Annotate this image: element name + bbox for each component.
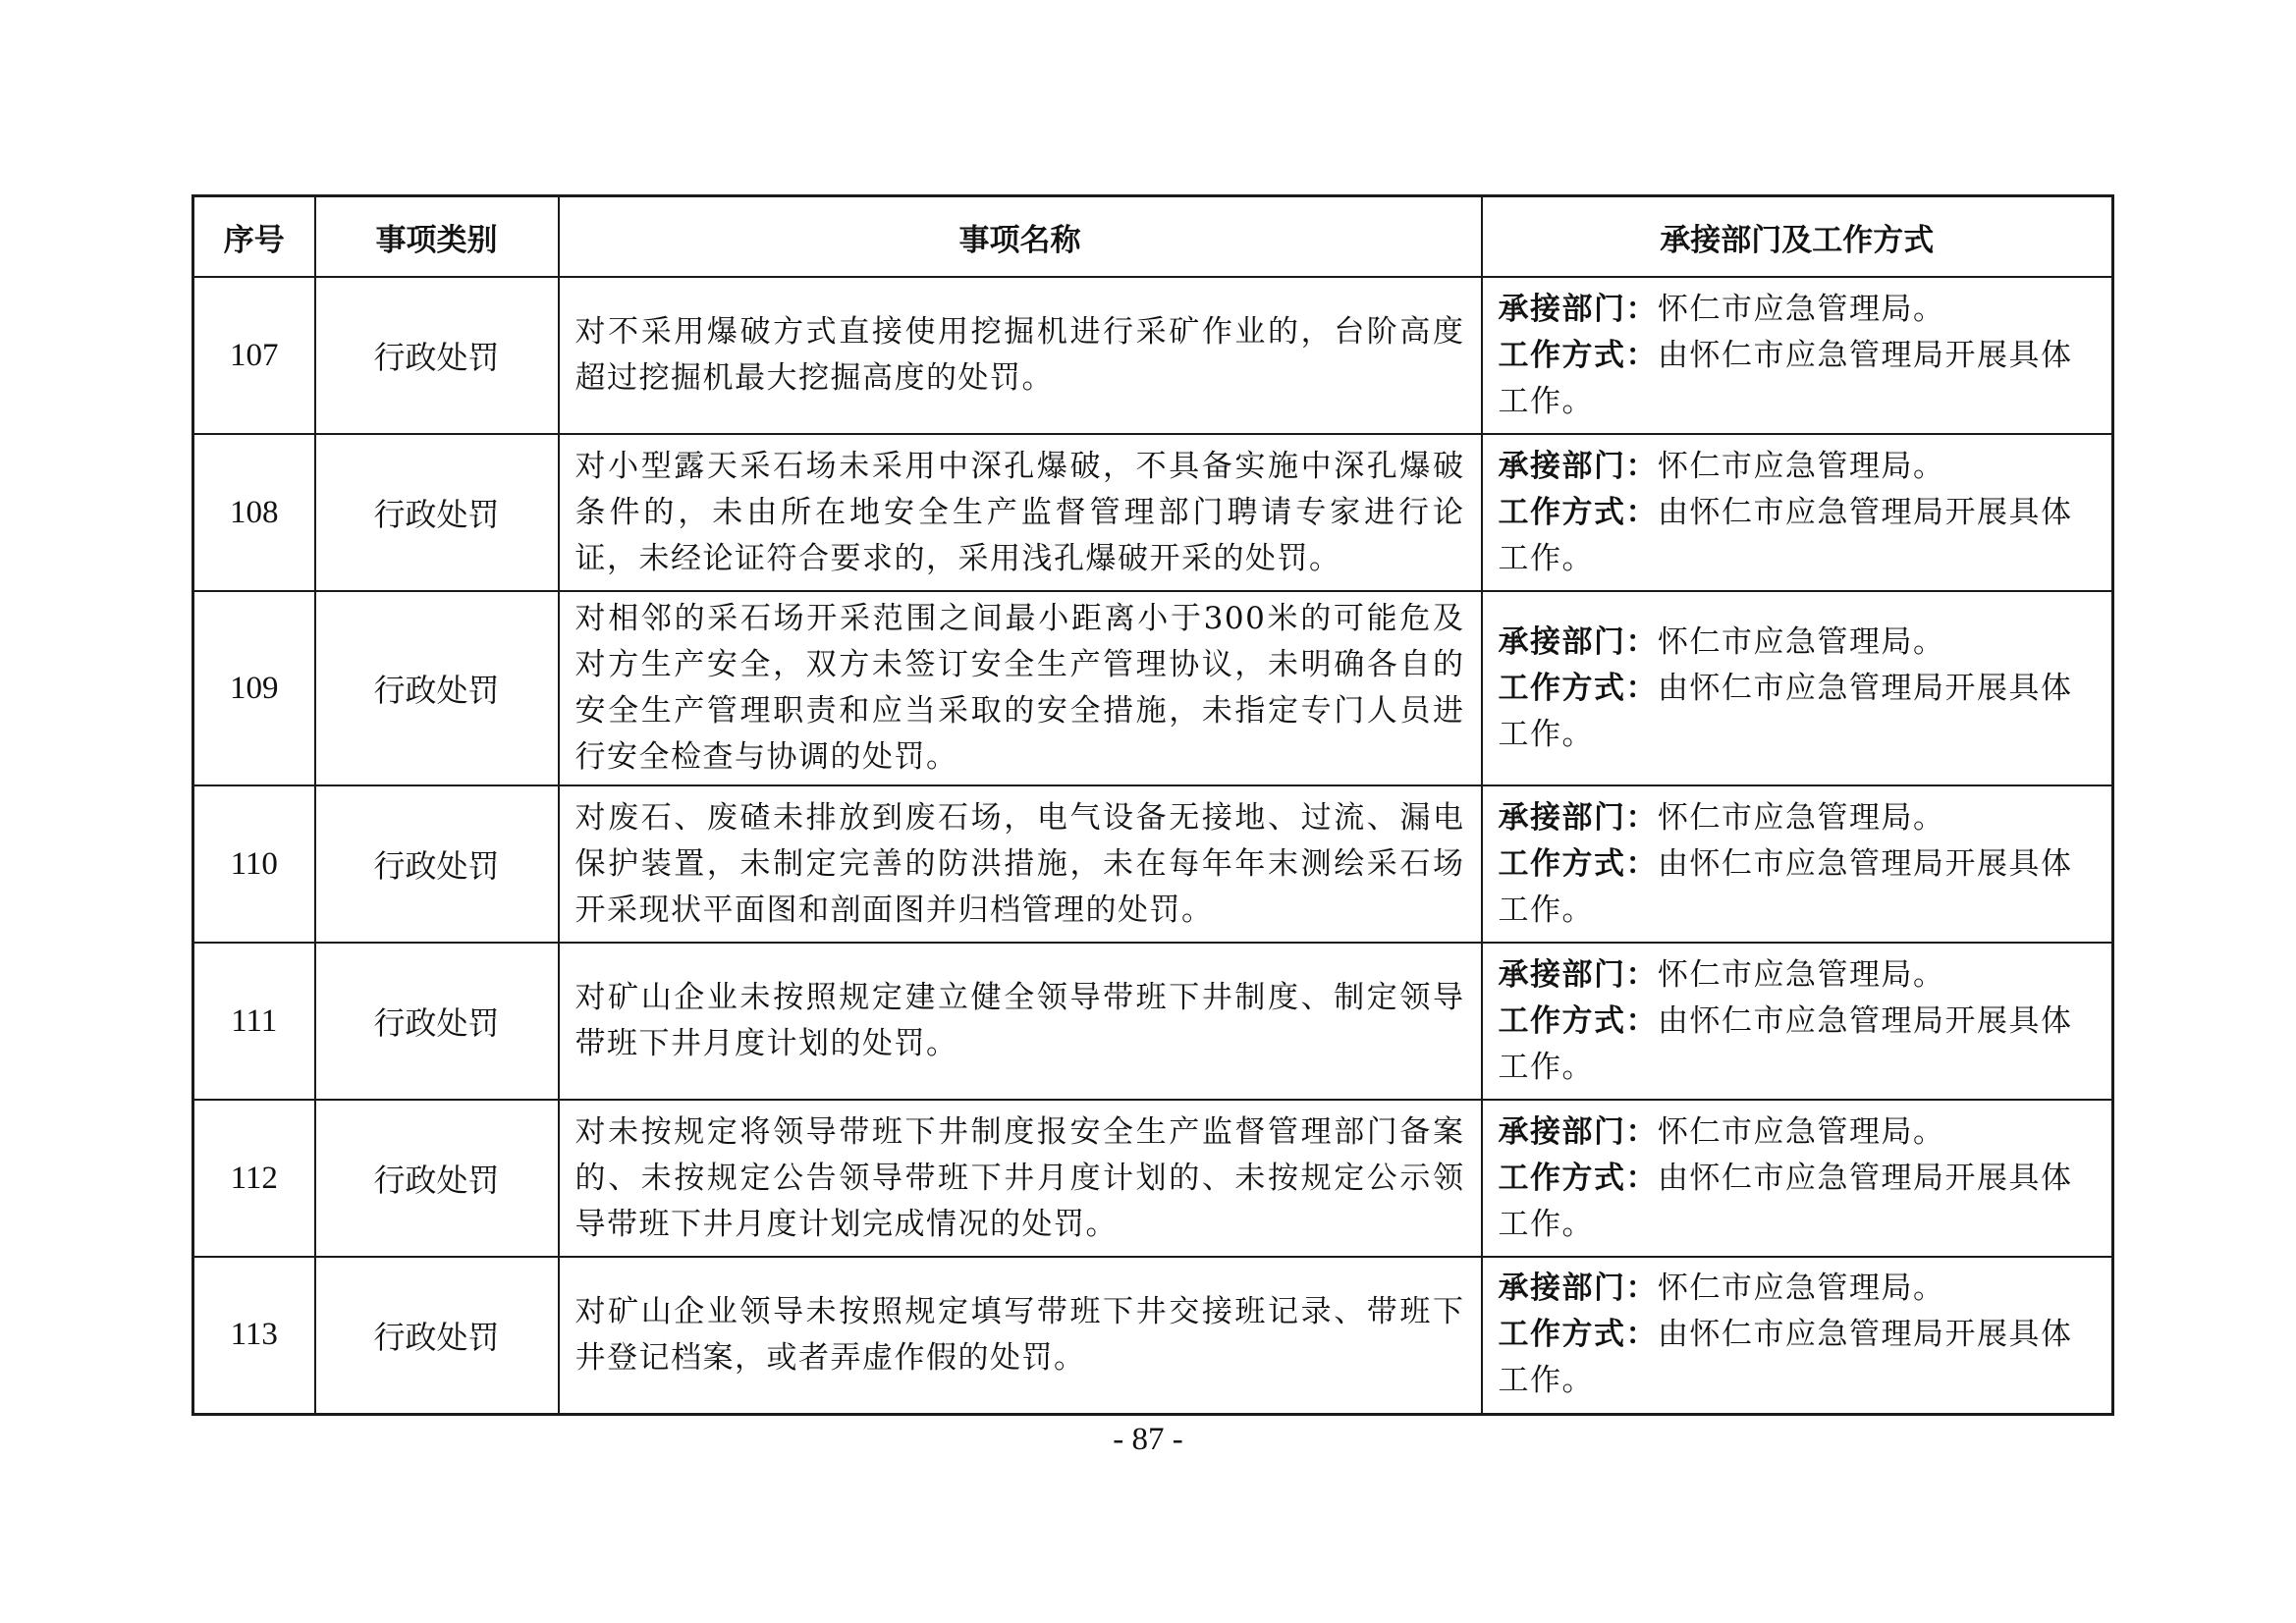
item-category-cell: 行政处罚 — [315, 943, 559, 1100]
department-method-cell — [1482, 943, 2113, 1100]
method-value: 由怀仁市应急管理局开展具体工作。 — [1498, 845, 2073, 928]
department-value: 怀仁市应急管理局。 — [1658, 291, 1945, 327]
department-method-cell — [1482, 277, 2113, 434]
header-row — [193, 196, 2113, 278]
method-line — [1499, 666, 2099, 758]
method-label: 工作方式： — [1498, 1002, 1658, 1039]
method-line — [1499, 1156, 2099, 1248]
header-department-method: 承接部门及工作方式 — [1482, 196, 2113, 278]
table-row — [193, 1100, 2113, 1257]
item-category-cell: 行政处罚 — [315, 434, 559, 591]
department-label: 承接部门： — [1498, 623, 1658, 660]
item-name-cell: 对不采用爆破方式直接使用挖掘机进行采矿作业的，台阶高度超过挖掘机最大挖掘高度的处罚。 — [559, 277, 1482, 434]
serial-number-cell: 110 — [193, 785, 315, 943]
item-name-cell: 对小型露天采石场未采用中深孔爆破，不具备实施中深孔爆破条件的，未由所在地安全生产监督管理部门聘请专家进行论证，未经论证符合要求的，采用浅孔爆破开采的处罚。 — [559, 434, 1482, 591]
department-method-cell — [1482, 1257, 2113, 1414]
serial-number-cell: 111 — [193, 943, 315, 1100]
item-name-cell: 对矿山企业未按照规定建立健全领导带班下井制度、制定领导带班下井月度计划的处罚。 — [559, 943, 1482, 1100]
method-value: 由怀仁市应急管理局开展具体工作。 — [1498, 1317, 2073, 1399]
table-row — [193, 591, 2113, 785]
method-value: 由怀仁市应急管理局开展具体工作。 — [1498, 670, 2073, 752]
method-value: 由怀仁市应急管理局开展具体工作。 — [1498, 1002, 2073, 1085]
department-value: 怀仁市应急管理局。 — [1658, 1113, 1945, 1150]
department-line — [1499, 620, 2099, 666]
method-value: 由怀仁市应急管理局开展具体工作。 — [1498, 1160, 2073, 1242]
page-number: - 87 - — [1113, 1422, 1183, 1457]
serial-number-cell: 108 — [193, 434, 315, 591]
table-header — [193, 196, 2113, 278]
items-table — [191, 194, 2114, 1416]
table-row — [193, 277, 2113, 434]
department-label: 承接部门： — [1498, 1113, 1658, 1150]
department-line — [1499, 1109, 2099, 1156]
table-row — [193, 434, 2113, 591]
method-label: 工作方式： — [1498, 494, 1658, 530]
department-label: 承接部门： — [1498, 956, 1658, 993]
header-item-name: 事项名称 — [559, 196, 1482, 278]
department-method-cell — [1482, 785, 2113, 943]
serial-number-cell: 113 — [193, 1257, 315, 1414]
header-item-category: 事项类别 — [315, 196, 559, 278]
item-category-cell: 行政处罚 — [315, 1100, 559, 1257]
department-value: 怀仁市应急管理局。 — [1658, 448, 1945, 484]
table-body — [193, 277, 2113, 1414]
department-line — [1499, 444, 2099, 490]
table-row — [193, 1257, 2113, 1414]
method-line — [1499, 999, 2099, 1091]
method-label: 工作方式： — [1498, 337, 1658, 373]
method-label: 工作方式： — [1498, 845, 1658, 882]
department-line — [1499, 952, 2099, 999]
method-line — [1499, 490, 2099, 582]
department-value: 怀仁市应急管理局。 — [1658, 623, 1945, 660]
method-value: 由怀仁市应急管理局开展具体工作。 — [1498, 337, 2073, 419]
table-row — [193, 785, 2113, 943]
method-label: 工作方式： — [1498, 1160, 1658, 1196]
department-line — [1499, 795, 2099, 841]
serial-number-cell: 112 — [193, 1100, 315, 1257]
item-category-cell: 行政处罚 — [315, 277, 559, 434]
method-line — [1499, 841, 2099, 934]
serial-number-cell: 107 — [193, 277, 315, 434]
table-row — [193, 943, 2113, 1100]
department-value: 怀仁市应急管理局。 — [1658, 956, 1945, 993]
item-name-cell: 对未按规定将领导带班下井制度报安全生产监督管理部门备案的、未按规定公告领导带班下井月度计划的、未按规定公示领导带班下井月度计划完成情况的处罚。 — [559, 1100, 1482, 1257]
method-label: 工作方式： — [1498, 670, 1658, 706]
department-value: 怀仁市应急管理局。 — [1658, 799, 1945, 836]
department-label: 承接部门： — [1498, 291, 1658, 327]
method-value: 由怀仁市应急管理局开展具体工作。 — [1498, 494, 2073, 576]
item-name-cell: 对相邻的采石场开采范围之间最小距离小于300米的可能危及对方生产安全，双方未签订安全生产管理协议，未明确各自的安全生产管理职责和应当采取的安全措施，未指定专门人员进行安全检查与协调的处罚。 — [559, 591, 1482, 785]
department-method-cell — [1482, 591, 2113, 785]
item-name-cell: 对矿山企业领导未按照规定填写带班下井交接班记录、带班下井登记档案，或者弄虚作假的处罚。 — [559, 1257, 1482, 1414]
method-label: 工作方式： — [1498, 1317, 1658, 1353]
method-line — [1499, 1312, 2099, 1404]
item-category-cell: 行政处罚 — [315, 1257, 559, 1414]
department-label: 承接部门： — [1498, 1271, 1658, 1307]
method-line — [1499, 333, 2099, 425]
item-category-cell: 行政处罚 — [315, 785, 559, 943]
department-line — [1499, 287, 2099, 333]
department-label: 承接部门： — [1498, 799, 1658, 836]
item-category-cell: 行政处罚 — [315, 591, 559, 785]
item-name-cell: 对废石、废碴未排放到废石场，电气设备无接地、过流、漏电保护装置，未制定完善的防洪措施，未在每年年末测绘采石场开采现状平面图和剖面图并归档管理的处罚。 — [559, 785, 1482, 943]
department-value: 怀仁市应急管理局。 — [1658, 1271, 1945, 1307]
department-method-cell — [1482, 1100, 2113, 1257]
department-line — [1499, 1266, 2099, 1312]
serial-number-cell: 109 — [193, 591, 315, 785]
department-method-cell — [1482, 434, 2113, 591]
header-serial-number: 序号 — [193, 196, 315, 278]
department-label: 承接部门： — [1498, 448, 1658, 484]
